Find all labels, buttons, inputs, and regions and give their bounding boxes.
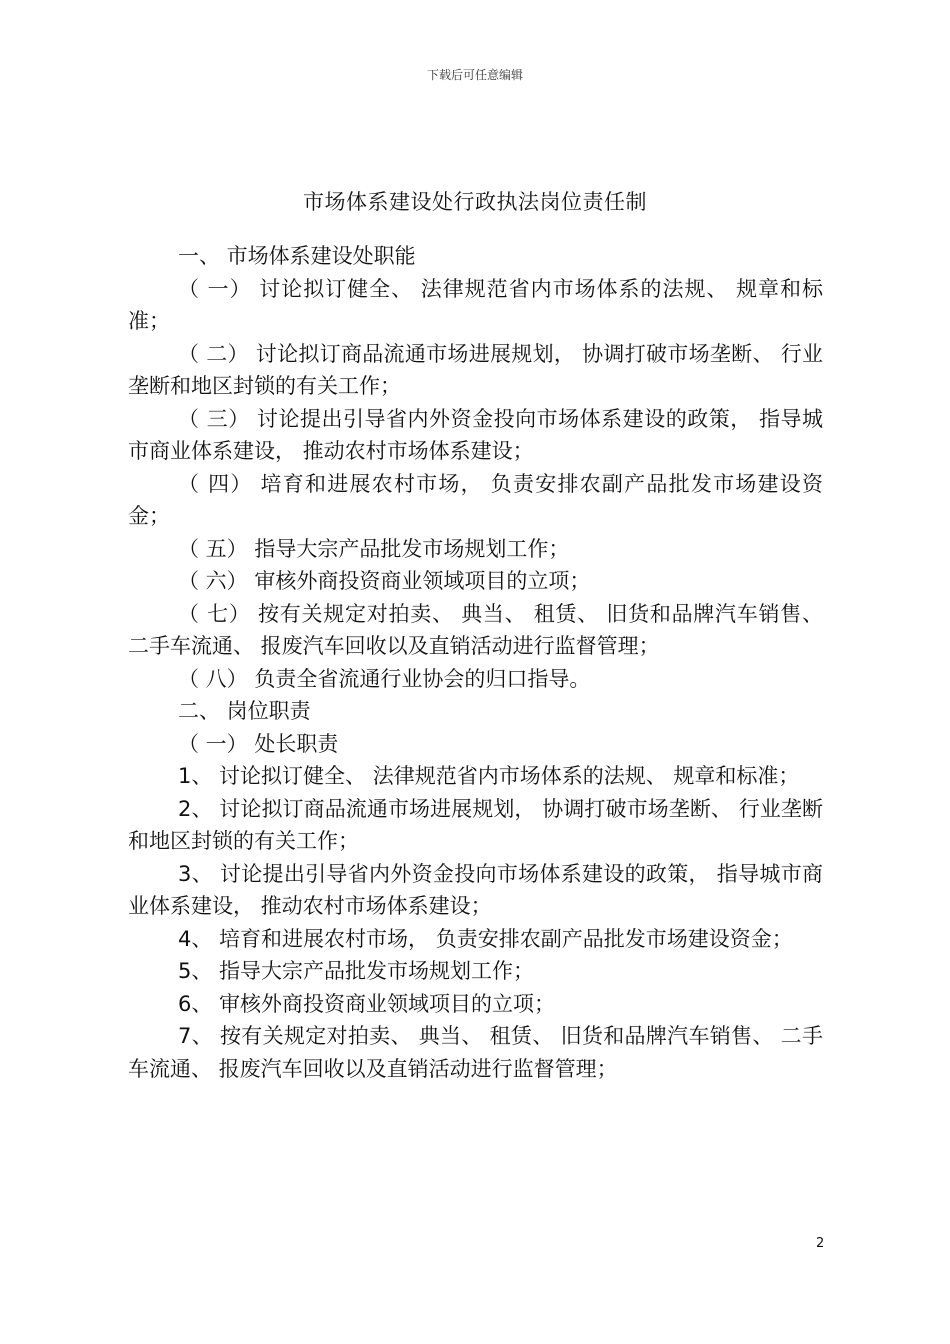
paragraph: 3、 讨论提出引导省内外资金投向市场体系建设的政策， 指导城市商业体系建设， 推动农村市场体系建设； (128, 861, 823, 918)
document-body (128, 240, 823, 1085)
paragraph: （ 六） 审核外商投资商业领域项目的立项； (178, 569, 591, 593)
paragraph: （ 八） 负责全省流通行业协会的归口指导。 (178, 666, 591, 691)
paragraph: （ 五） 指导大宗产品批发市场规划工作； (178, 536, 570, 561)
paragraph: 7、 按有关规定对拍卖、 典当、 租赁、 旧货和品牌汽车销售、 二手车流通、 报废汽车回收以及直销活动进行监督管理； (128, 1024, 823, 1081)
paragraph: （ 三） 讨论提出引导省内外资金投向市场体系建设的政策， 指导城市商业体系建设， 推动农村市场体系建设； (128, 406, 823, 463)
paragraph: （ 七） 按有关规定对拍卖、 典当、 租赁、 旧货和品牌汽车销售、 二手车流通、 报废汽车回收以及直销活动进行监督管理； (128, 601, 823, 658)
paragraph: 5、 指导大宗产品批发市场规划工作； (178, 959, 535, 983)
paragraph: （ 二） 讨论拟订商品流通市场进展规划， 协调打破市场垄断、 行业垄断和地区封锁的有关工作； (128, 341, 823, 398)
paragraph: 6、 审核外商投资商业领域项目的立项； (178, 991, 556, 1016)
subsection-heading: （ 一） 处长职责 (178, 731, 339, 756)
document-title: 市场体系建设处行政执法岗位责任制 (303, 190, 647, 214)
paragraph: 2、 讨论拟订商品流通市场进展规划， 协调打破市场垄断、 行业垄断和地区封锁的有关工作； (128, 796, 823, 853)
header-note: 下载后可任意编辑 (426, 68, 523, 82)
paragraph: （ 一） 讨论拟订健全、 法律规范省内市场体系的法规、 规章和标准； (128, 276, 823, 333)
paragraph: 4、 培育和进展农村市场， 负责安排农副产品批发市场建设资金； (178, 926, 793, 951)
section-heading: 二、 岗位职责 (178, 699, 311, 723)
section-heading: 一、 市场体系建设处职能 (178, 244, 416, 268)
page-number: 2 (816, 1236, 825, 1251)
paragraph: （ 四） 培育和进展农村市场， 负责安排农副产品批发市场建设资金； (128, 471, 823, 528)
paragraph: 1、 讨论拟订健全、 法律规范省内市场体系的法规、 规章和标准； (178, 764, 800, 788)
